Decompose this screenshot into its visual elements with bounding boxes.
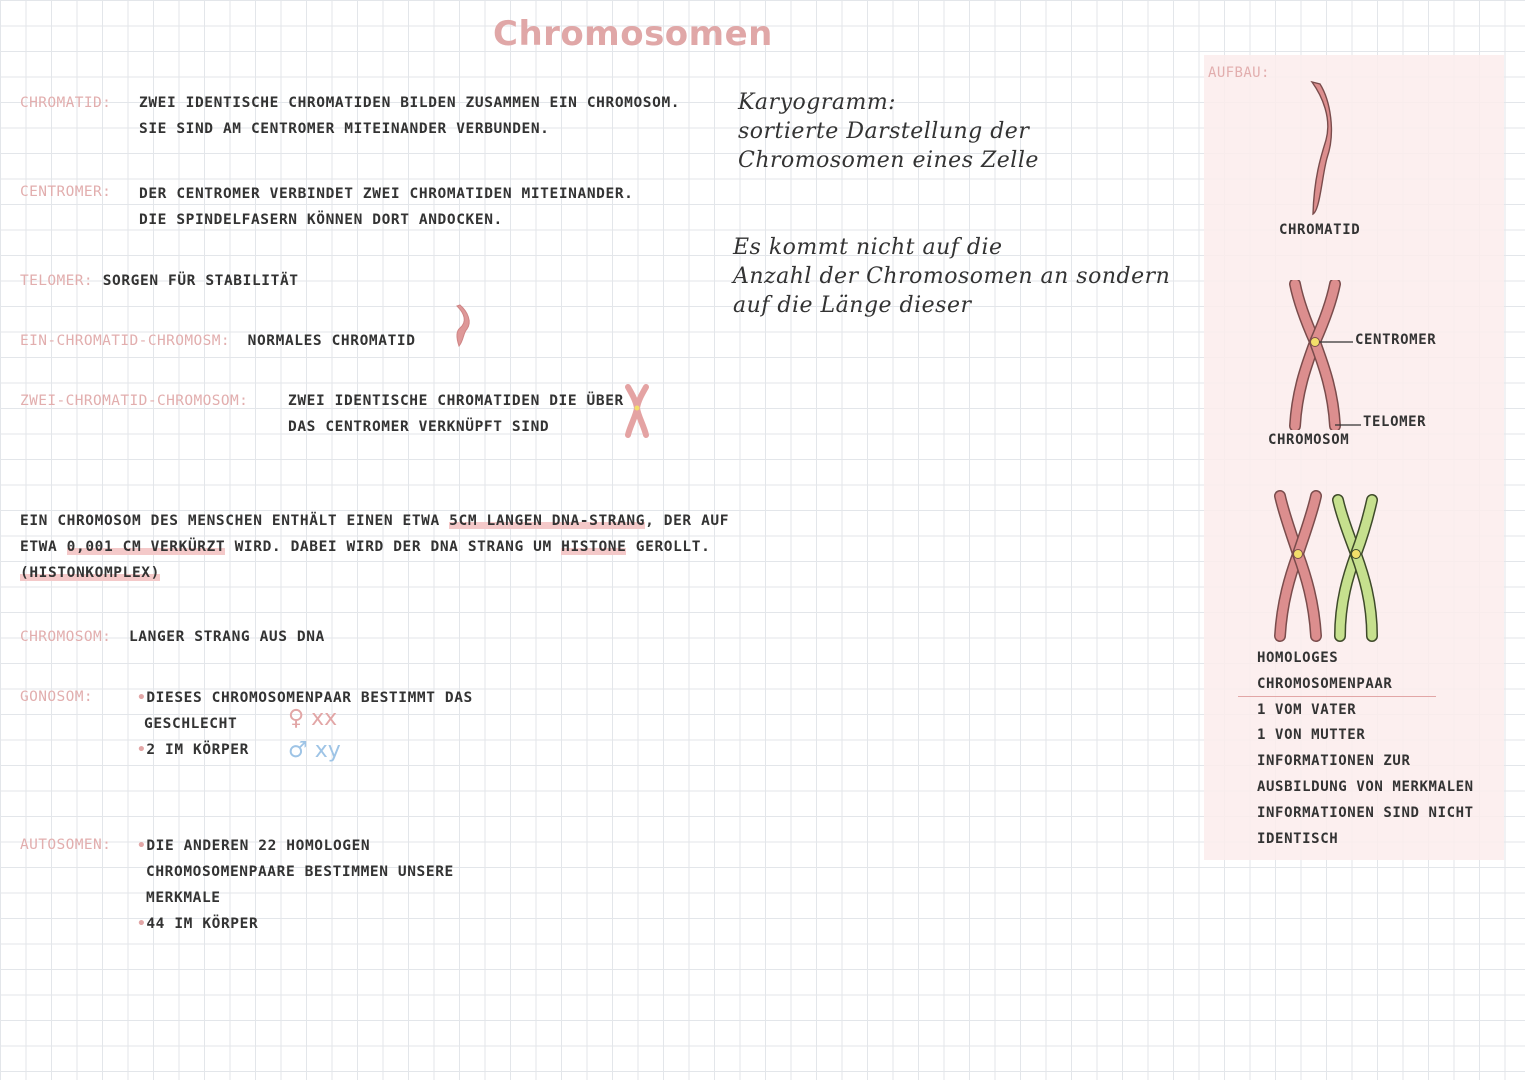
centromer-line-2: DIE SPINDELFASERN KÖNNEN DORT ANDOCKEN. [139,212,503,228]
chromosome-length-note: Es kommt nicht auf die Anzahl der Chromosomen an sondern auf die Länge dieser [733,235,1171,318]
double-chromatid-sketch [622,384,652,438]
chromosome-illustration [1285,280,1465,430]
telomer-row [20,268,299,294]
highlight-shortened: 0,001 CM VERKÜRZT [66,539,226,555]
dna-line-3 [20,560,729,586]
dna-line-2: ETWA 0,001 CM VERKÜRZT WIRD. DABEI WIRD DER DNA STRANG UM HISTONE GEROLLT. [20,539,711,555]
label-chromosom: CHROMOSOM [1268,432,1350,448]
term-telomer: TELOMER: [20,273,94,289]
female-row: ♀ xx [288,706,338,731]
gonosom-definition: •DIESES CHROMOSOMENPAAR BESTIMMT DAS GESCHLECHT •2 IM KÖRPER [137,690,473,758]
highlight-histonkomplex: (HISTONKOMPLEX) [20,565,160,581]
autosomen-definition: •DIE ANDEREN 22 HOMOLOGEN CHROMOSOMENPAARE BESTIMMEN UNSERE MERKMALE •44 IM KÖRPER [137,838,454,932]
homologous-pair-notes: HOMOLOGES CHROMOSOMENPAAR 1 VOM VATER 1 VON MUTTER INFORMATIONEN ZUR AUSBILDUNG VON MERKMALEN INFORMATIONEN SIND NICHT IDENTISCH [1257,646,1474,852]
highlight-dna-strand: 5CM LANGEN DNA-STRANG [449,513,646,529]
term-centromer: CENTROMER: [20,184,112,200]
ein-chromatid-definition: NORMALES CHROMATID [247,333,416,349]
female-symbol-icon: ♀ [288,706,305,731]
term-zwei-chromatid: ZWEI-CHROMATID-CHROMOSOM: [20,393,249,409]
term-ein-chromatid: EIN-CHROMATID-CHROMOSM: [20,333,230,349]
ein-chromatid-row [20,328,416,354]
homologous-pair-illustration [1268,490,1388,642]
sex-chromosome-legend [288,703,341,767]
page-title: Chromosomen [493,14,773,54]
term-chromatid: CHROMATID: [20,95,112,111]
term-autosomen: AUTOSOMEN: [20,837,112,853]
centromer-line-1: DER CENTROMER VERBINDET ZWEI CHROMATIDEN MITEINANDER. [139,186,634,202]
label-centromer: CENTROMER [1355,332,1437,348]
term-gonosom: GONOSOM: [20,689,94,705]
chromatid-definition [139,90,680,142]
chromatid-illustration [1300,78,1340,220]
highlight-histone: HISTONE [561,539,627,555]
label-chromatid: CHROMATID [1279,222,1361,238]
chromosom-definition: LANGER STRANG AUS DNA [128,629,325,645]
chromosom-row [20,624,325,650]
zwei-chromatid-line-1: ZWEI IDENTISCHE CHROMATIDEN DIE ÜBER [288,393,624,409]
male-row: ♂ xy [288,738,341,763]
divider [1238,696,1436,697]
chromatid-line-1: ZWEI IDENTISCHE CHROMATIDEN BILDEN ZUSAMMEN EIN CHROMOSOM. [139,95,681,111]
single-chromatid-sketch [450,302,474,350]
zwei-chromatid-definition [288,388,624,440]
centromere-dot [635,406,640,411]
label-telomer: TELOMER [1363,414,1427,430]
term-chromosom: CHROMOSOM: [20,629,112,645]
centromer-definition [139,181,633,233]
chromatid-line-2: SIE SIND AM CENTROMER MITEINANDER VERBUNDEN. [139,121,550,137]
telomer-definition: SORGEN FÜR STABILITÄT [102,273,299,289]
karyogramm-note: Karyogramm: sortierte Darstellung der Chromosomen eines Zelle [738,90,1039,173]
panel-heading: AUFBAU: [1208,65,1270,81]
dna-line-1: EIN CHROMOSOM DES MENSCHEN ENTHÄLT EINEN ETWA 5CM LANGEN DNA-STRANG, DER AUF [20,513,730,529]
zwei-chromatid-line-2: DAS CENTROMER VERKNÜPFT SIND [288,419,550,435]
male-symbol-icon: ♂ [288,738,308,763]
dna-paragraph [20,508,729,586]
